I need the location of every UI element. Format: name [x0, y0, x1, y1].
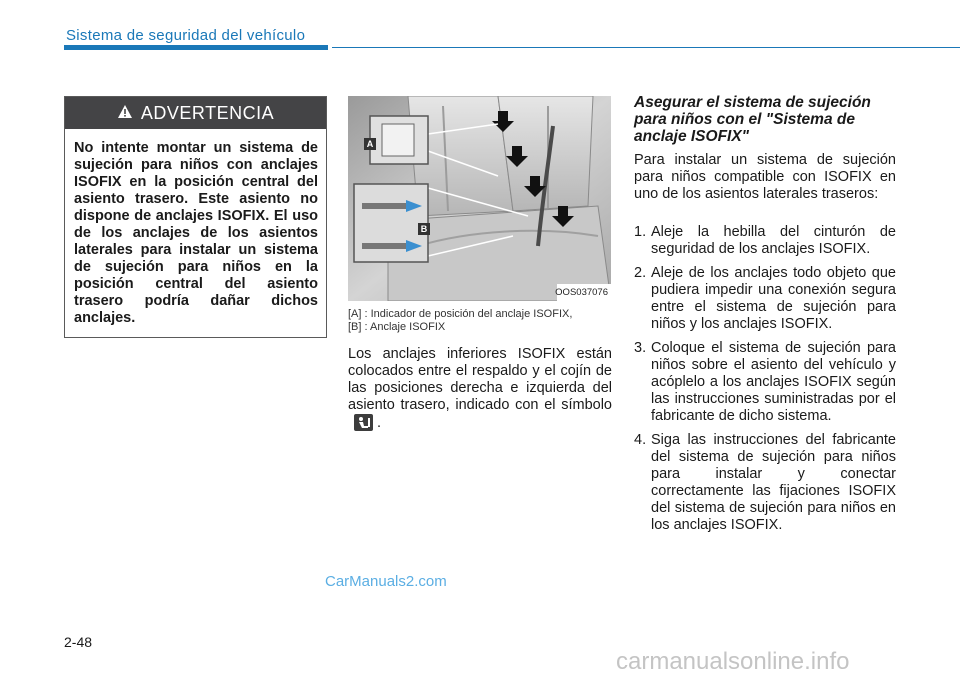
figure-caption	[348, 308, 613, 334]
step-number: 4.	[634, 432, 647, 448]
child-seat-symbol-icon	[354, 414, 373, 431]
caption-line-a: [A] : Indicador de posición del anclaje ISOFIX,	[348, 308, 573, 320]
step-text: Aleje de los anclajes todo objeto que pudiera impedir una conexión segura entre el sistema de sujeción para niños y los anclajes ISOFIX.	[651, 265, 896, 332]
body-paragraph-end: .	[377, 415, 382, 431]
caption-line-b: [B] : Anclaje ISOFIX	[348, 321, 446, 333]
step-text: Aleje la hebilla del cinturón de seguridad de los anclajes ISOFIX.	[651, 224, 896, 257]
watermark-carmanualsonline: carmanualsonline.info	[616, 648, 850, 675]
figure-code: OOS037076	[555, 287, 608, 298]
step-text: Coloque el sistema de sujeción para niños sobre el asiento del vehículo y acóplelo a los anclajes ISOFIX según las instrucciones suministradas por el fabricante de dicho sistema.	[651, 340, 896, 424]
intro-text: Para instalar un sistema de sujeción para niños compatible con ISOFIX en uno de los asientos laterales traseros:	[634, 152, 896, 202]
list-item	[634, 265, 896, 333]
warning-text: No intente montar un sistema de sujeción para niños con anclajes ISOFIX en la posición central del asiento trasero. Este asiento no dispone de anclajes ISOFIX. El uso de los anclajes de los asientos laterales para instalar un sistema de sujeción para niños en la posición central del asiento trasero podría dañar dichos anclajes.	[74, 140, 318, 326]
warning-triangle-icon	[117, 103, 133, 124]
warning-box	[64, 96, 327, 338]
seat-figure	[348, 96, 611, 301]
header-rule-thin	[332, 47, 960, 48]
step-number: 2.	[634, 265, 647, 281]
body-paragraph	[348, 346, 612, 432]
section-heading: Asegurar el sistema de sujeción para niños con el "Sistema de anclaje ISOFIX"	[634, 94, 871, 145]
list-item	[634, 340, 896, 425]
step-number: 1.	[634, 224, 647, 240]
warning-heading: ADVERTENCIA	[140, 102, 275, 123]
figure-label-b: B	[418, 223, 430, 235]
step-number: 3.	[634, 340, 647, 356]
section-title: Sistema de seguridad del vehículo	[66, 27, 306, 44]
rear-seat-illustration	[348, 96, 611, 301]
steps-list	[634, 224, 896, 541]
body-paragraph-text: Los anclajes inferiores ISOFIX están colocados entre el respaldo y el cojín de las posiciones derecha e izquierda del asiento trasero, indicado con el símbolo	[348, 346, 612, 413]
list-item	[634, 224, 896, 258]
warning-header	[65, 97, 326, 129]
figure-label-a: A	[364, 138, 376, 150]
list-item	[634, 432, 896, 534]
page-number: 2-48	[64, 634, 93, 650]
watermark-carmanuals2[interactable]: CarManuals2.com	[325, 573, 447, 590]
header-rule-thick	[64, 45, 328, 50]
step-text: Siga las instrucciones del fabricante del sistema de sujeción para niños para instalar y conectar correctamente las fijaciones ISOFIX del sistema de sujeción para niños en los anclajes ISOFIX.	[651, 432, 896, 533]
